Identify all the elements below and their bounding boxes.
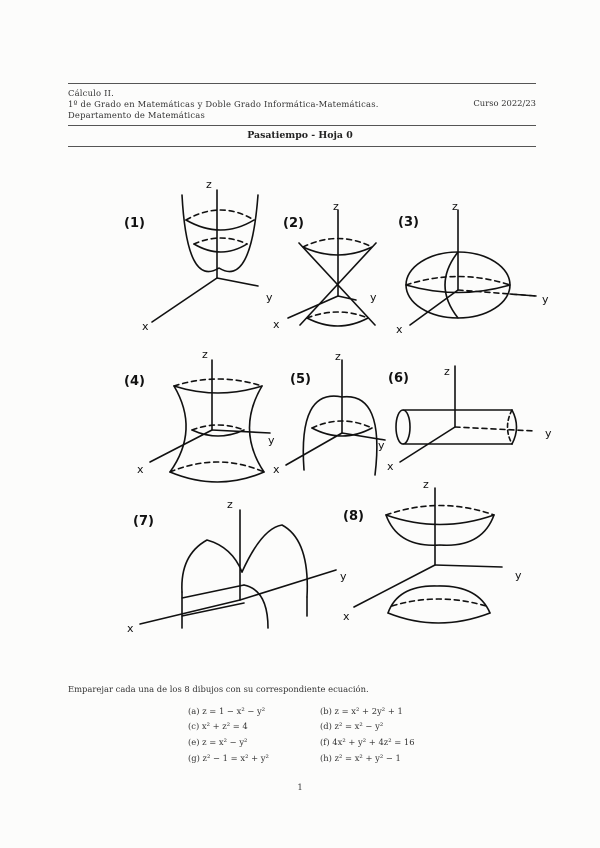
figure-6-label: (6) xyxy=(388,371,409,386)
page-number: 1 xyxy=(297,782,303,792)
figure-7-right-arch xyxy=(242,525,307,597)
figure-8-bottom-rim-front xyxy=(388,613,490,623)
title-rule xyxy=(68,146,536,147)
header-subject: Cálculo II. xyxy=(68,88,115,98)
figure-6-x-label: x xyxy=(387,460,394,473)
figure-2-y-axis xyxy=(338,296,356,300)
header-top-rule xyxy=(68,83,536,84)
figure-4-top-rim-front xyxy=(174,386,262,393)
figure-5-z-label: z xyxy=(335,350,341,363)
figure-4-bottom-rim-back xyxy=(170,462,264,472)
equation-e: (e) z = x² − y² xyxy=(188,737,248,747)
figure-8-x-label: x xyxy=(343,610,350,623)
figure-1-rim-back xyxy=(186,210,254,220)
figure-6-right-end-front xyxy=(512,410,517,444)
figure-4-right-profile xyxy=(249,386,264,472)
figure-3-x-label: x xyxy=(396,323,403,336)
figure-5-label: (5) xyxy=(290,372,311,387)
figure-4-waist-back xyxy=(192,425,244,430)
figure-4-z-label: z xyxy=(202,348,208,361)
figure-5-x-label: x xyxy=(273,463,280,476)
figure-1-level-front xyxy=(194,244,247,252)
figure-6-y-label: y xyxy=(545,427,552,440)
figure-4-top-rim-back xyxy=(174,379,262,386)
figure-1 xyxy=(124,178,273,333)
figure-3-label: (3) xyxy=(398,215,419,230)
figure-1-x-label: x xyxy=(142,320,149,333)
figure-2-z-label: z xyxy=(333,200,339,213)
figure-1-label: (1) xyxy=(124,216,145,231)
header-degree: 1º de Grado en Matemáticas y Doble Grado Informática-Matemáticas. xyxy=(68,99,379,109)
figure-6-y-axis xyxy=(455,427,535,431)
figure-4-x-label: x xyxy=(137,463,144,476)
figure-2-bottom-rim-front xyxy=(307,318,368,326)
equation-d: (d) z² = x² − y² xyxy=(320,721,384,731)
figure-4-x-axis xyxy=(150,430,212,462)
figure-7-y-label: y xyxy=(340,570,347,583)
header-department: Departamento de Matemáticas xyxy=(68,110,205,120)
figure-4-y-label: y xyxy=(268,434,275,447)
figure-4-label: (4) xyxy=(124,374,145,389)
header-course: Curso 2022/23 xyxy=(473,98,536,108)
figure-4 xyxy=(124,348,275,482)
figure-5 xyxy=(273,350,385,476)
figure-7-label: (7) xyxy=(133,514,154,529)
figure-6-left-end xyxy=(396,410,410,444)
figure-8-top-rim-front xyxy=(386,515,494,525)
figure-8-y-axis xyxy=(435,565,502,567)
figure-1-x-axis xyxy=(152,278,217,322)
figure-1-rim-front xyxy=(186,220,254,230)
figure-7-y-axis xyxy=(240,570,336,600)
figure-8-y-label: y xyxy=(515,569,522,582)
figure-2-bottom-rim-back xyxy=(307,312,368,318)
figure-6-right-end-back xyxy=(508,410,513,444)
figure-7-side-bottom xyxy=(182,603,244,616)
surfaces-figure xyxy=(0,160,600,680)
figure-7-x-label: x xyxy=(127,622,134,635)
figure-3-y-axis xyxy=(510,294,536,296)
instruction-text: Emparejar cada una de los 8 dibujos con su correspondiente ecuación. xyxy=(68,684,369,694)
figure-3 xyxy=(396,200,549,336)
figure-1-level-back xyxy=(194,238,247,244)
page-title: Pasatiempo - Hoja 0 xyxy=(247,130,353,141)
figure-3-meridian xyxy=(445,252,458,318)
figure-7-left-arch xyxy=(182,540,242,592)
header-bottom-rule xyxy=(68,125,536,126)
figure-7 xyxy=(127,498,347,635)
figure-2 xyxy=(273,200,377,331)
figure-8-z-label: z xyxy=(423,478,429,491)
figure-1-y-axis xyxy=(217,278,258,286)
figure-1-surface xyxy=(182,195,258,272)
equation-h: (h) z² = x² + y² − 1 xyxy=(320,753,401,763)
figure-3-y-label: y xyxy=(542,293,549,306)
figure-8-label: (8) xyxy=(343,509,364,524)
equation-c: (c) x² + z² = 4 xyxy=(188,721,248,731)
figure-5-x-axis xyxy=(286,433,342,465)
figure-8-bottom-rim-back xyxy=(392,599,486,606)
equation-f: (f) 4x² + y² + 4z² = 16 xyxy=(320,737,415,747)
figure-4-bottom-rim-front xyxy=(170,472,264,482)
figure-6 xyxy=(387,365,552,473)
figure-2-y-label: y xyxy=(370,291,377,304)
equation-b: (b) z = x² + 2y² + 1 xyxy=(320,706,403,716)
figure-1-z-label: z xyxy=(206,178,212,191)
equation-a: (a) z = 1 − x² − y² xyxy=(188,706,266,716)
equation-g: (g) z² − 1 = x² + y² xyxy=(188,753,269,763)
figure-7-z-label: z xyxy=(227,498,233,511)
figure-4-left-profile xyxy=(170,386,186,472)
figure-1-y-label: y xyxy=(266,291,273,304)
figure-2-label: (2) xyxy=(283,216,304,231)
figure-7-cross-curve xyxy=(244,585,268,628)
figure-7-x-axis xyxy=(140,600,240,624)
figure-3-z-label: z xyxy=(452,200,458,213)
figure-8 xyxy=(343,478,522,623)
figure-2-x-axis xyxy=(288,296,338,318)
figure-8-top-rim-back xyxy=(386,506,494,516)
figure-5-y-label: y xyxy=(378,439,385,452)
figure-2-x-label: x xyxy=(273,318,280,331)
figure-7-side-top xyxy=(182,585,244,598)
figure-6-z-label: z xyxy=(444,365,450,378)
